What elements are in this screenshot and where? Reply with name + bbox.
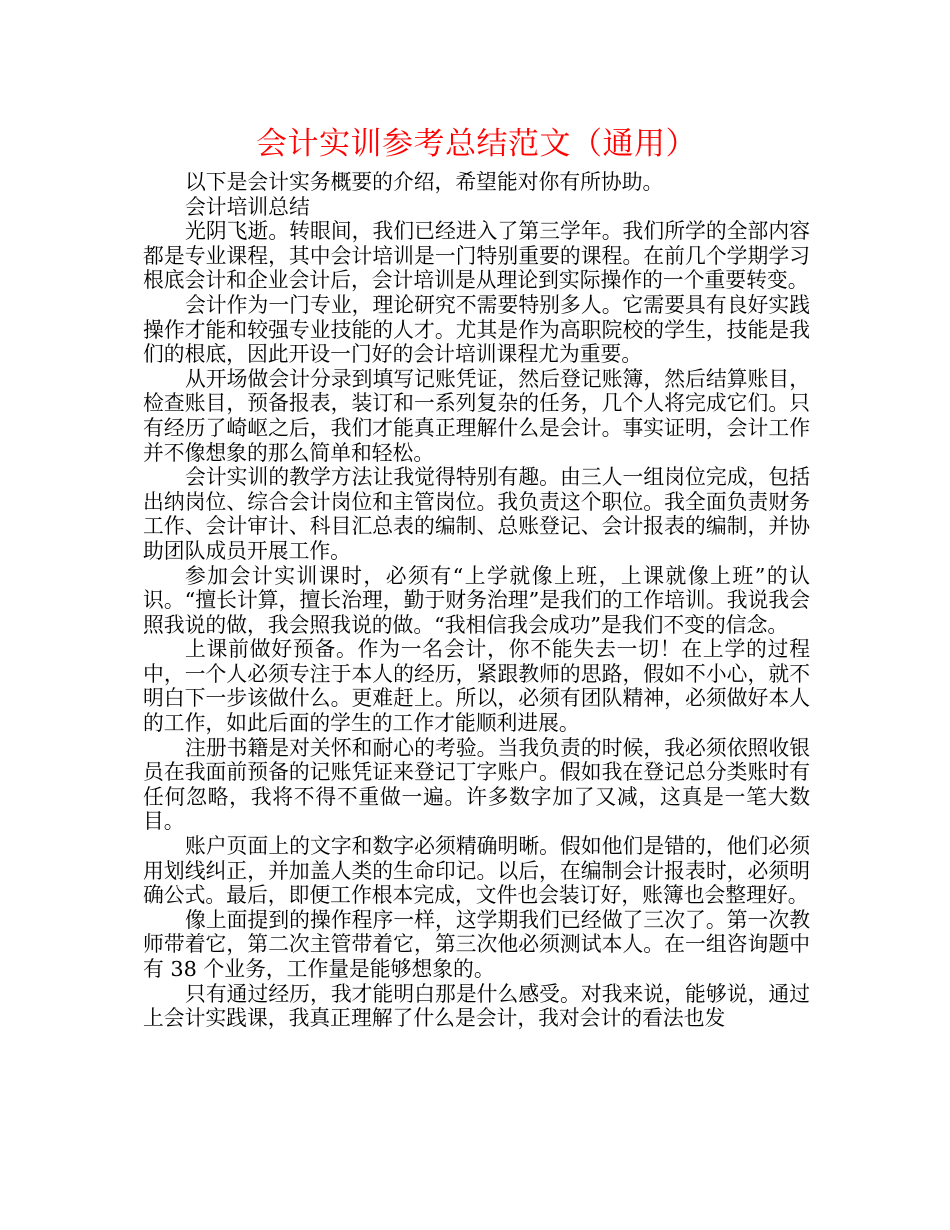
paragraph: 会计实训的教学方法让我觉得特别有趣。由三人一组岗位完成，包括出纳岗位、综合会计岗位和主管岗位。我负责这个职位。我全面负责财务工作、会计审计、科目汇总表的编制、总账登记、会计报表的编制，并协助团队成员开展工作。 bbox=[143, 465, 810, 563]
paragraph: 光阴飞逝。转眼间，我们已经进入了第三学年。我们所学的全部内容都是专业课程，其中会计培训是一门特别重要的课程。在前几个学期学习根底会计和企业会计后，会计培训是从理论到实际操作的一个重要转变。 bbox=[143, 219, 810, 293]
paragraph: 参加会计实训课时，必须有“上学就像上班，上课就像上班”的认识。“擅长计算，擅长治理，勤于财务治理”是我们的工作培训。我说我会照我说的做，我会照我说的做。“我相信我会成功”是我们不变的信念。 bbox=[143, 563, 810, 637]
paragraph: 像上面提到的操作程序一样，这学期我们已经做了三次了。第一次教师带着它，第二次主管带着它，第三次他必须测试本人。在一组咨询题中有 38 个业务，工作量是能够想象的。 bbox=[143, 907, 810, 981]
paragraph: 注册书籍是对关怀和耐心的考验。当我负责的时候，我必须依照收银员在我面前预备的记账凭证来登记丁字账户。假如我在登记总分类账时有任何忽略，我将不得不重做一遍。许多数字加了又减，这真是一笔大数目。 bbox=[143, 735, 810, 834]
paragraph: 从开场做会计分录到填写记账凭证，然后登记账簿，然后结算账目，检查账目，预备报表，装订和一系列复杂的任务，几个人将完成它们。只有经历了崎岖之后，我们才能真正理解什么是会计。事实证明，会计工作并不像想象的那么简单和轻松。 bbox=[143, 366, 810, 465]
paragraph: 上课前做好预备。作为一名会计，你不能失去一切！在上学的过程中，一个人必须专注于本人的经历，紧跟教师的思路，假如不小心，就不明白下一步该做什么。更难赶上。所以，必须有团队精神，必须做好本人的工作，如此后面的学生的工作才能顺利进展。 bbox=[143, 637, 810, 736]
paragraph: 账户页面上的文字和数字必须精确明晰。假如他们是错的，他们必须用划线纠正，并加盖人类的生命印记。以后，在编制会计报表时，必须明确公式。最后，即便工作根本完成，文件也会装订好，账簿也会整理好。 bbox=[143, 834, 810, 908]
document-title: 会计实训参考总结范文（通用） bbox=[256, 126, 697, 162]
paragraph: 会计作为一门专业，理论研究不需要特别多人。它需要具有良好实践操作才能和较强专业技能的人才。尤其是作为高职院校的学生，技能是我们的根底，因此开设一门好的会计培训课程尤为重要。 bbox=[143, 292, 810, 367]
document-page bbox=[143, 118, 810, 1031]
paragraph-subtitle: 会计培训总结 bbox=[185, 194, 310, 219]
paragraph-intro: 以下是会计实务概要的介绍，希望能对你有所协助。 bbox=[185, 170, 664, 194]
paragraph: 只有通过经历，我才能明白那是什么感受。对我来说，能够说，通过上会计实践课，我真正理解了什么是会计，我对会计的看法也发 bbox=[143, 981, 810, 1031]
